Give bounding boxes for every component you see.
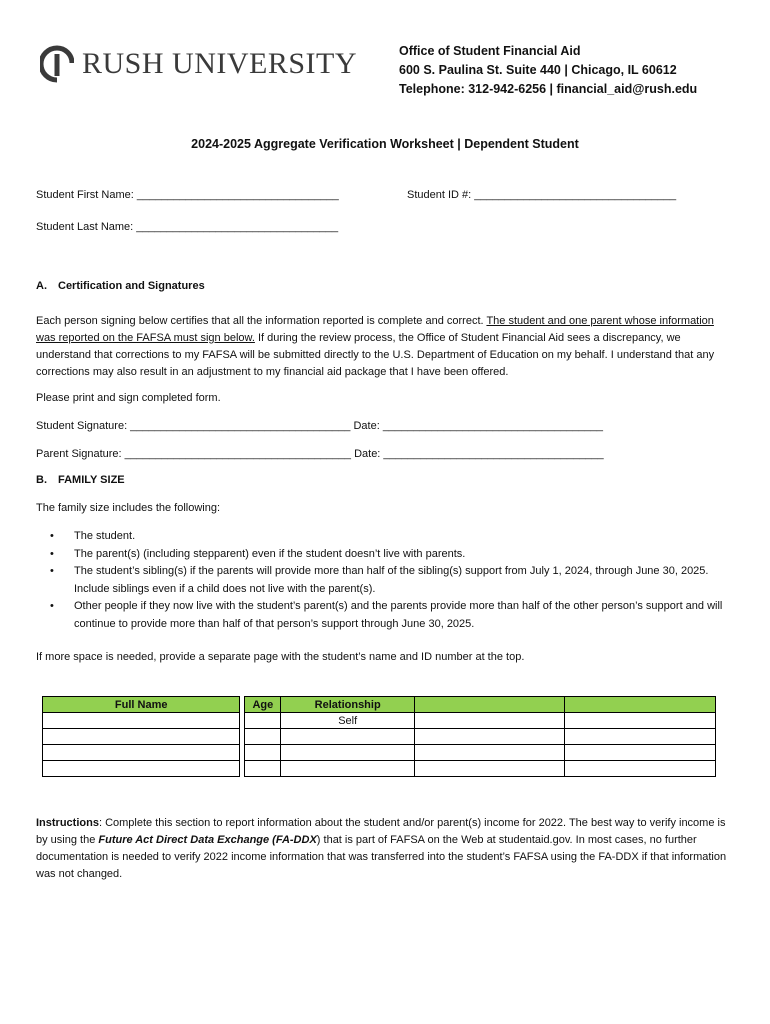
relationship-cell: Self [281,713,415,729]
list-item-text: The student. [74,530,136,542]
relationship-cell[interactable] [281,761,415,777]
extra-header-1 [415,697,564,713]
certification-text-underlined: The student and one parent whose information was reported on the FAFSA must sign below. [36,315,714,344]
full-name-cell[interactable] [43,729,240,745]
rush-emblem-icon [40,45,74,83]
list-item [36,528,728,546]
student-last-name-field[interactable]: Student Last Name: _________________________________ [36,221,339,233]
relationship-cell[interactable] [281,745,415,761]
full-name-header: Full Name [43,697,240,713]
full-name-cell[interactable] [43,713,240,729]
extra-cell[interactable] [415,745,564,761]
instructions-text-a: : Complete this section to report information about the student and/or parent(s) income for 2022. The best way to verify income is by using the [36,817,726,846]
extra-cell[interactable] [564,745,715,761]
extra-cell[interactable] [564,729,715,745]
more-space-note: If more space is needed, provide a separate page with the student’s name and ID number at the top. [36,651,525,663]
list-item-text: The student’s sibling(s) if the parents will provide more than half of the sibling(s) support from July 1, 2024, through June 30, 2025. Include siblings even if a child does not live with the parent(s). [74,565,709,595]
list-item [36,563,728,598]
section-a-title: Certification and Signatures [58,280,205,292]
certification-paragraph [36,313,736,381]
extra-header-2 [564,697,715,713]
fa-ddx-emphasis: Future Act Direct Data Exchange (FA-DDX [98,834,317,846]
certification-text-start: Each person signing below certifies that all the information reported is complete and correct. [36,315,487,327]
table-header-row [43,697,716,713]
relationship-header: Relationship [281,697,415,713]
page-title: 2024-2025 Aggregate Verification Worksheet | Dependent Student [191,137,579,151]
section-a-number: A. [36,280,47,292]
extra-cell[interactable] [415,713,564,729]
family-members-table [42,696,716,777]
office-address: 600 S. Paulina St. Suite 440 | Chicago, IL 60612 [399,63,677,77]
print-sign-note: Please print and sign completed form. [36,392,221,404]
office-name: Office of Student Financial Aid [399,44,581,58]
certification-text-end: If during the review process, the Office of Student Financial Aid sees a discrepancy, we understand that corrections to my FAFSA will be submitted directly to the U.S. Department of Education on my behalf. I understand that any corrections may also result in an adjustment to my financial aid package that I have been offered. [36,332,715,378]
student-first-name-field[interactable]: Student First Name: _________________________________ [36,189,339,201]
instructions-text-b: ) that is part of FAFSA on the Web at studentaid.gov. In most cases, no further documentation is needed to verify 2022 income information that was transferred into the student’s FAFSA using the FA-DDX if that information was not changed. [36,834,727,880]
list-item-text: Other people if they now live with the student’s parent(s) and the parents provide more than half of the other person’s support and will continue to provide more than half of that person’s support through June 30, 2025. [74,600,723,630]
instructions-label: Instructions [36,817,99,829]
list-item [36,598,728,633]
bullet-icon: • [50,547,54,560]
list-item-text: The parent(s) (including stepparent) even if the student doesn’t live with parents. [74,547,466,560]
section-b-heading [36,474,125,486]
full-name-cell[interactable] [43,745,240,761]
student-id-field[interactable]: Student ID #: _________________________________ [407,189,677,201]
section-a-heading [36,280,205,292]
age-cell[interactable] [245,745,281,761]
age-cell[interactable] [245,761,281,777]
section-b-title: FAMILY SIZE [58,474,125,486]
logo-text: RUSH UNIVERSITY [82,47,358,80]
bullet-icon: • [50,565,54,577]
table-row [43,761,716,777]
list-item [36,546,728,564]
extra-cell[interactable] [415,729,564,745]
age-cell[interactable] [245,713,281,729]
section-b-number: B. [36,474,47,486]
age-cell[interactable] [245,729,281,745]
age-header: Age [245,697,281,713]
office-contact: Telephone: 312-942-6256 | financial_aid@rush.edu [399,82,698,96]
extra-cell[interactable] [415,761,564,777]
table-row [43,745,716,761]
family-size-list [36,528,728,633]
extra-cell[interactable] [564,713,715,729]
full-name-cell[interactable] [43,761,240,777]
table-row [43,729,716,745]
family-size-intro: The family size includes the following: [36,502,221,514]
bullet-icon: • [50,530,54,542]
rush-university-logo [40,44,357,84]
table-row [43,713,716,729]
student-signature-field[interactable]: Student Signature: ____________________________________ Date: ____________________________________ [36,420,604,432]
parent-signature-field[interactable]: Parent Signature: _____________________________________ Date: ____________________________________ [36,448,604,460]
relationship-cell[interactable] [281,729,415,745]
office-contact-block [399,42,697,99]
extra-cell[interactable] [564,761,715,777]
instructions-paragraph [36,815,736,883]
bullet-icon: • [50,600,54,612]
